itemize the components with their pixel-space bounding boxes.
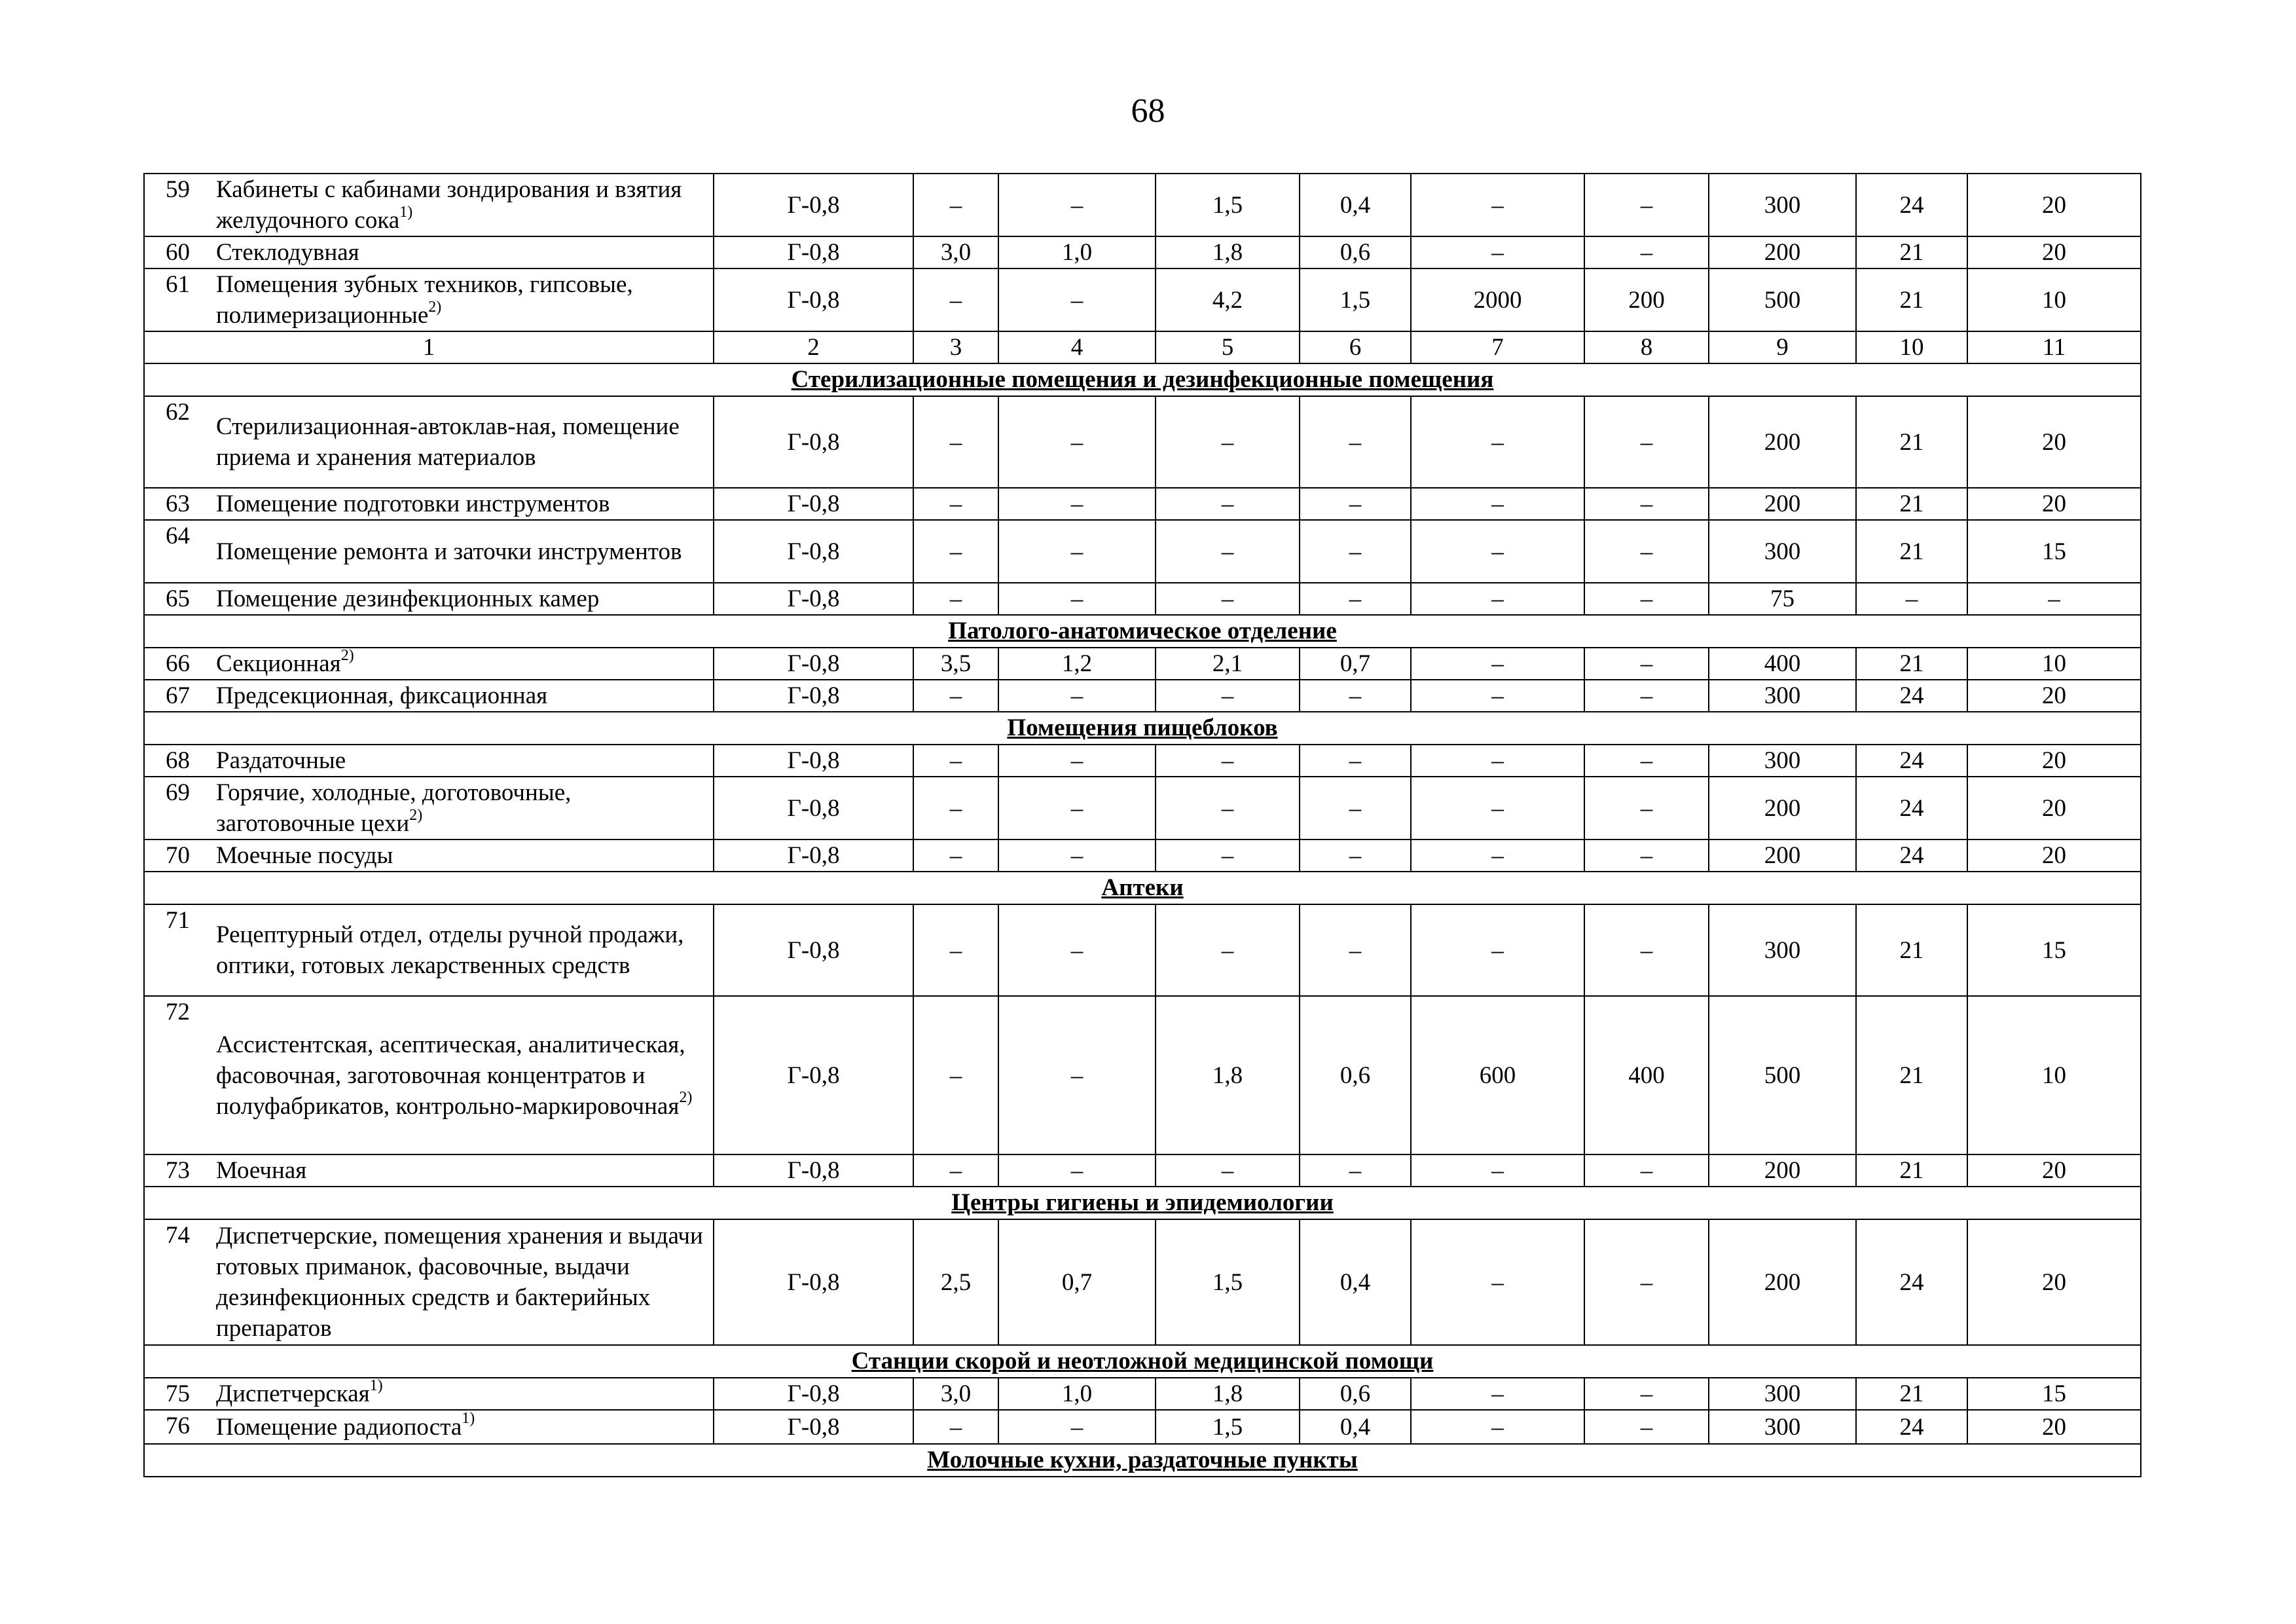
row-number: 60 bbox=[144, 236, 210, 268]
value-cell: Г-0,8 bbox=[714, 174, 913, 236]
value-cell: Г-0,8 bbox=[714, 680, 913, 712]
value-cell: – bbox=[998, 268, 1156, 331]
table-row bbox=[144, 680, 2141, 712]
value-cell: 300 bbox=[1709, 745, 1856, 777]
norms-table bbox=[143, 173, 2141, 1477]
room-name-text: Стеклодувная bbox=[216, 239, 359, 266]
value-cell: 1,5 bbox=[1156, 1219, 1300, 1345]
value-cell: – bbox=[913, 268, 998, 331]
value-cell: 300 bbox=[1709, 174, 1856, 236]
value-cell: – bbox=[1584, 583, 1709, 615]
value-cell: – bbox=[1156, 777, 1300, 840]
value-cell: Г-0,8 bbox=[714, 1219, 913, 1345]
value-cell: 75 bbox=[1709, 583, 1856, 615]
table-row bbox=[144, 488, 2141, 520]
room-name-text: Стерилизационная-автоклав-ная, помещение приема и хранения материалов bbox=[216, 413, 680, 471]
row-number: 70 bbox=[144, 840, 210, 872]
value-cell: 21 bbox=[1856, 996, 1967, 1154]
value-cell: 1,8 bbox=[1156, 1378, 1300, 1410]
value-cell: – bbox=[1411, 840, 1584, 872]
column-number: 2 bbox=[714, 331, 913, 363]
value-cell: – bbox=[1584, 648, 1709, 680]
value-cell: – bbox=[1584, 745, 1709, 777]
value-cell: – bbox=[1411, 745, 1584, 777]
value-cell: – bbox=[1411, 396, 1584, 488]
value-cell: – bbox=[913, 488, 998, 520]
value-cell: – bbox=[913, 583, 998, 615]
value-cell: – bbox=[913, 777, 998, 840]
room-name-text: Предсекционная, фиксационная bbox=[216, 682, 548, 709]
value-cell: – bbox=[1584, 1219, 1709, 1345]
table-row bbox=[144, 268, 2141, 331]
value-cell: 4,2 bbox=[1156, 268, 1300, 331]
row-number: 59 bbox=[144, 174, 210, 236]
room-name-text: Ассистентская, асептическая, аналитическая, фасовочная, заготовочная концентратов и полуфабрикатов, контрольно-маркировочная bbox=[216, 1031, 685, 1120]
value-cell: – bbox=[998, 680, 1156, 712]
value-cell: 24 bbox=[1856, 1219, 1967, 1345]
column-number: 1 bbox=[144, 331, 714, 363]
value-cell: 3,0 bbox=[913, 1378, 998, 1410]
value-cell: – bbox=[1584, 396, 1709, 488]
value-cell: Г-0,8 bbox=[714, 1378, 913, 1410]
row-number: 73 bbox=[144, 1154, 210, 1187]
section-heading: Аптеки bbox=[144, 872, 2141, 904]
section-heading-row bbox=[144, 1345, 2141, 1378]
value-cell: – bbox=[998, 488, 1156, 520]
value-cell: 200 bbox=[1709, 1219, 1856, 1345]
value-cell: Г-0,8 bbox=[714, 583, 913, 615]
value-cell: Г-0,8 bbox=[714, 488, 913, 520]
value-cell: – bbox=[1411, 1378, 1584, 1410]
table-row bbox=[144, 583, 2141, 615]
value-cell: 300 bbox=[1709, 680, 1856, 712]
value-cell: – bbox=[1300, 777, 1411, 840]
value-cell: 300 bbox=[1709, 1410, 1856, 1444]
table-row bbox=[144, 777, 2141, 840]
value-cell: – bbox=[913, 745, 998, 777]
room-name bbox=[210, 996, 714, 1154]
table-row bbox=[144, 745, 2141, 777]
value-cell: – bbox=[913, 1410, 998, 1444]
value-cell: – bbox=[998, 520, 1156, 583]
value-cell: – bbox=[1300, 520, 1411, 583]
footnote-mark: 1) bbox=[462, 1410, 475, 1428]
value-cell: – bbox=[1156, 1154, 1300, 1187]
value-cell: 24 bbox=[1856, 174, 1967, 236]
value-cell: 24 bbox=[1856, 680, 1967, 712]
value-cell: 24 bbox=[1856, 777, 1967, 840]
value-cell: 0,6 bbox=[1300, 236, 1411, 268]
value-cell: 21 bbox=[1856, 268, 1967, 331]
room-name bbox=[210, 236, 714, 268]
value-cell: – bbox=[998, 1154, 1156, 1187]
value-cell: 200 bbox=[1709, 1154, 1856, 1187]
value-cell: 20 bbox=[1967, 1154, 2141, 1187]
value-cell: – bbox=[1411, 1154, 1584, 1187]
value-cell: 21 bbox=[1856, 520, 1967, 583]
value-cell: – bbox=[1300, 745, 1411, 777]
value-cell: 200 bbox=[1709, 777, 1856, 840]
value-cell: 1,8 bbox=[1156, 996, 1300, 1154]
value-cell: 21 bbox=[1856, 1154, 1967, 1187]
value-cell: – bbox=[1411, 777, 1584, 840]
value-cell: – bbox=[1156, 396, 1300, 488]
room-name-text: Диспетчерские, помещения хранения и выдачи готовых приманок, фасовочные, выдачи дезинфекционных средств и бактерийных препаратов bbox=[216, 1223, 703, 1342]
value-cell: – bbox=[1411, 648, 1584, 680]
value-cell: – bbox=[1156, 745, 1300, 777]
value-cell: – bbox=[1411, 236, 1584, 268]
value-cell: 2,5 bbox=[913, 1219, 998, 1345]
room-name-text: Помещение ремонта и заточки инструментов bbox=[216, 538, 682, 565]
table-row bbox=[144, 236, 2141, 268]
value-cell: – bbox=[1300, 396, 1411, 488]
row-number: 75 bbox=[144, 1378, 210, 1410]
room-name-text: Раздаточные bbox=[216, 747, 346, 774]
value-cell: Г-0,8 bbox=[714, 996, 913, 1154]
value-cell: – bbox=[913, 680, 998, 712]
value-cell: 500 bbox=[1709, 996, 1856, 1154]
section-heading-row bbox=[144, 363, 2141, 396]
value-cell: – bbox=[1584, 1154, 1709, 1187]
value-cell: – bbox=[1584, 1378, 1709, 1410]
row-number: 71 bbox=[144, 904, 210, 996]
footnote-mark: 2) bbox=[679, 1089, 693, 1107]
row-number: 66 bbox=[144, 648, 210, 680]
value-cell: – bbox=[1300, 680, 1411, 712]
section-heading-row bbox=[144, 1187, 2141, 1219]
value-cell: – bbox=[1411, 583, 1584, 615]
value-cell: 21 bbox=[1856, 904, 1967, 996]
value-cell: – bbox=[1584, 840, 1709, 872]
value-cell: 200 bbox=[1584, 268, 1709, 331]
column-number: 9 bbox=[1709, 331, 1856, 363]
value-cell: 20 bbox=[1967, 236, 2141, 268]
room-name-text: Горячие, холодные, доготовочные, заготовочные цехи bbox=[216, 779, 572, 837]
value-cell: 3,5 bbox=[913, 648, 998, 680]
value-cell: 21 bbox=[1856, 488, 1967, 520]
column-number: 4 bbox=[998, 331, 1156, 363]
section-heading-row bbox=[144, 872, 2141, 904]
value-cell: – bbox=[998, 840, 1156, 872]
column-number: 7 bbox=[1411, 331, 1584, 363]
value-cell: 21 bbox=[1856, 236, 1967, 268]
value-cell: – bbox=[1300, 904, 1411, 996]
section-heading: Центры гигиены и эпидемиологии bbox=[144, 1187, 2141, 1219]
section-heading-row bbox=[144, 712, 2141, 745]
value-cell: 1,8 bbox=[1156, 236, 1300, 268]
value-cell: – bbox=[1156, 520, 1300, 583]
value-cell: – bbox=[1584, 777, 1709, 840]
value-cell: – bbox=[1584, 236, 1709, 268]
value-cell: 2000 bbox=[1411, 268, 1584, 331]
value-cell: – bbox=[1411, 904, 1584, 996]
value-cell: 500 bbox=[1709, 268, 1856, 331]
row-number: 63 bbox=[144, 488, 210, 520]
value-cell: 400 bbox=[1709, 648, 1856, 680]
value-cell: Г-0,8 bbox=[714, 840, 913, 872]
column-number: 5 bbox=[1156, 331, 1300, 363]
column-number: 6 bbox=[1300, 331, 1411, 363]
value-cell: 20 bbox=[1967, 396, 2141, 488]
room-name bbox=[210, 1410, 714, 1444]
room-name-text: Диспетчерская bbox=[216, 1380, 370, 1407]
column-number-row bbox=[144, 331, 2141, 363]
value-cell: – bbox=[1967, 583, 2141, 615]
room-name bbox=[210, 648, 714, 680]
value-cell: 0,6 bbox=[1300, 1378, 1411, 1410]
value-cell: – bbox=[1156, 840, 1300, 872]
room-name bbox=[210, 488, 714, 520]
value-cell: – bbox=[913, 1154, 998, 1187]
room-name bbox=[210, 583, 714, 615]
value-cell: – bbox=[1300, 1154, 1411, 1187]
row-number: 69 bbox=[144, 777, 210, 840]
value-cell: – bbox=[998, 904, 1156, 996]
value-cell: 1,2 bbox=[998, 648, 1156, 680]
value-cell: 21 bbox=[1856, 396, 1967, 488]
value-cell: – bbox=[998, 583, 1156, 615]
value-cell: – bbox=[913, 996, 998, 1154]
table-row bbox=[144, 648, 2141, 680]
room-name-text: Помещение дезинфекционных камер bbox=[216, 585, 600, 612]
value-cell: – bbox=[1300, 583, 1411, 615]
value-cell: Г-0,8 bbox=[714, 236, 913, 268]
value-cell: – bbox=[998, 174, 1156, 236]
value-cell: 200 bbox=[1709, 236, 1856, 268]
value-cell: – bbox=[1411, 520, 1584, 583]
row-number: 67 bbox=[144, 680, 210, 712]
value-cell: 1,5 bbox=[1156, 1410, 1300, 1444]
value-cell: 20 bbox=[1967, 488, 2141, 520]
value-cell: 300 bbox=[1709, 1378, 1856, 1410]
value-cell: 2,1 bbox=[1156, 648, 1300, 680]
value-cell: 200 bbox=[1709, 396, 1856, 488]
footnote-mark: 1) bbox=[399, 203, 413, 221]
value-cell: 20 bbox=[1967, 840, 2141, 872]
footnote-mark: 2) bbox=[340, 648, 354, 664]
value-cell: 0,4 bbox=[1300, 1219, 1411, 1345]
value-cell: – bbox=[1584, 520, 1709, 583]
room-name bbox=[210, 268, 714, 331]
value-cell: 20 bbox=[1967, 680, 2141, 712]
value-cell: – bbox=[1411, 680, 1584, 712]
footnote-mark: 1) bbox=[369, 1378, 383, 1394]
room-name bbox=[210, 1154, 714, 1187]
value-cell: – bbox=[1300, 840, 1411, 872]
value-cell: – bbox=[1411, 488, 1584, 520]
table-row bbox=[144, 840, 2141, 872]
value-cell: – bbox=[1584, 1410, 1709, 1444]
room-name-text: Кабинеты с кабинами зондирования и взятия желудочного сока bbox=[216, 176, 682, 234]
value-cell: Г-0,8 bbox=[714, 777, 913, 840]
section-heading: Молочные кухни, раздаточные пункты bbox=[144, 1444, 2141, 1477]
value-cell: 300 bbox=[1709, 904, 1856, 996]
room-name bbox=[210, 745, 714, 777]
room-name bbox=[210, 680, 714, 712]
section-heading-row bbox=[144, 1444, 2141, 1477]
section-heading: Патолого-анатомическое отделение bbox=[144, 615, 2141, 648]
value-cell: 24 bbox=[1856, 745, 1967, 777]
row-number: 74 bbox=[144, 1219, 210, 1345]
table-row bbox=[144, 904, 2141, 996]
value-cell: Г-0,8 bbox=[714, 904, 913, 996]
value-cell: 200 bbox=[1709, 840, 1856, 872]
value-cell: – bbox=[998, 745, 1156, 777]
room-name bbox=[210, 904, 714, 996]
value-cell: 10 bbox=[1967, 996, 2141, 1154]
row-number: 65 bbox=[144, 583, 210, 615]
table-row bbox=[144, 520, 2141, 583]
room-name bbox=[210, 396, 714, 488]
section-heading: Станции скорой и неотложной медицинской помощи bbox=[144, 1345, 2141, 1378]
value-cell: 600 bbox=[1411, 996, 1584, 1154]
value-cell: 3,0 bbox=[913, 236, 998, 268]
column-number: 8 bbox=[1584, 331, 1709, 363]
value-cell: 0,7 bbox=[1300, 648, 1411, 680]
value-cell: – bbox=[1300, 488, 1411, 520]
room-name-text: Помещение радиопоста bbox=[216, 1413, 462, 1441]
table-row bbox=[144, 1410, 2141, 1444]
room-name bbox=[210, 1378, 714, 1410]
value-cell: 15 bbox=[1967, 1378, 2141, 1410]
value-cell: – bbox=[1156, 583, 1300, 615]
table-row bbox=[144, 996, 2141, 1154]
value-cell: – bbox=[1584, 680, 1709, 712]
value-cell: – bbox=[913, 174, 998, 236]
table-row bbox=[144, 396, 2141, 488]
footnote-mark: 2) bbox=[409, 806, 423, 824]
value-cell: – bbox=[998, 996, 1156, 1154]
column-number: 3 bbox=[913, 331, 998, 363]
room-name bbox=[210, 520, 714, 583]
value-cell: 24 bbox=[1856, 840, 1967, 872]
value-cell: 20 bbox=[1967, 777, 2141, 840]
value-cell: 20 bbox=[1967, 1410, 2141, 1444]
footnote-mark: 2) bbox=[428, 298, 442, 316]
value-cell: 0,4 bbox=[1300, 1410, 1411, 1444]
value-cell: 300 bbox=[1709, 520, 1856, 583]
room-name bbox=[210, 840, 714, 872]
value-cell: – bbox=[913, 520, 998, 583]
value-cell: – bbox=[1411, 1410, 1584, 1444]
value-cell: – bbox=[1156, 904, 1300, 996]
value-cell: – bbox=[913, 904, 998, 996]
value-cell: 20 bbox=[1967, 745, 2141, 777]
room-name-text: Моечные посуды bbox=[216, 842, 393, 869]
row-number: 76 bbox=[144, 1410, 210, 1444]
value-cell: 1,0 bbox=[998, 236, 1156, 268]
value-cell: – bbox=[1584, 174, 1709, 236]
value-cell: 1,5 bbox=[1300, 268, 1411, 331]
value-cell: 400 bbox=[1584, 996, 1709, 1154]
value-cell: 15 bbox=[1967, 904, 2141, 996]
section-heading-row bbox=[144, 615, 2141, 648]
value-cell: 0,7 bbox=[998, 1219, 1156, 1345]
value-cell: Г-0,8 bbox=[714, 396, 913, 488]
value-cell: – bbox=[998, 777, 1156, 840]
value-cell: 20 bbox=[1967, 174, 2141, 236]
value-cell: – bbox=[913, 396, 998, 488]
value-cell: 10 bbox=[1967, 648, 2141, 680]
row-number: 62 bbox=[144, 396, 210, 488]
table-row bbox=[144, 174, 2141, 236]
row-number: 64 bbox=[144, 520, 210, 583]
value-cell: 1,0 bbox=[998, 1378, 1156, 1410]
room-name-text: Секционная bbox=[216, 650, 341, 677]
value-cell: 15 bbox=[1967, 520, 2141, 583]
value-cell: 10 bbox=[1967, 268, 2141, 331]
value-cell: – bbox=[1411, 174, 1584, 236]
section-heading: Помещения пищеблоков bbox=[144, 712, 2141, 745]
table-row bbox=[144, 1378, 2141, 1410]
room-name bbox=[210, 777, 714, 840]
value-cell: – bbox=[1156, 680, 1300, 712]
room-name-text: Моечная bbox=[216, 1157, 307, 1184]
value-cell: – bbox=[1584, 488, 1709, 520]
room-name bbox=[210, 1219, 714, 1345]
row-number: 72 bbox=[144, 996, 210, 1154]
room-name-text: Рецептурный отдел, отделы ручной продажи, оптики, готовых лекарственных средств bbox=[216, 921, 684, 979]
value-cell: Г-0,8 bbox=[714, 520, 913, 583]
value-cell: 0,6 bbox=[1300, 996, 1411, 1154]
value-cell: Г-0,8 bbox=[714, 648, 913, 680]
room-name-text: Помещения зубных техников, гипсовые, полимеризационные bbox=[216, 271, 633, 329]
value-cell: 0,4 bbox=[1300, 174, 1411, 236]
table-row bbox=[144, 1154, 2141, 1187]
section-heading: Стерилизационные помещения и дезинфекционные помещения bbox=[144, 363, 2141, 396]
room-name bbox=[210, 174, 714, 236]
column-number: 11 bbox=[1967, 331, 2141, 363]
value-cell: – bbox=[998, 1410, 1156, 1444]
row-number: 61 bbox=[144, 268, 210, 331]
value-cell: Г-0,8 bbox=[714, 745, 913, 777]
page-number: 68 bbox=[1131, 92, 1165, 130]
value-cell: 21 bbox=[1856, 1378, 1967, 1410]
value-cell: 24 bbox=[1856, 1410, 1967, 1444]
value-cell: – bbox=[913, 840, 998, 872]
value-cell: – bbox=[1584, 904, 1709, 996]
column-number: 10 bbox=[1856, 331, 1967, 363]
value-cell: Г-0,8 bbox=[714, 1410, 913, 1444]
value-cell: – bbox=[1411, 1219, 1584, 1345]
value-cell: – bbox=[1856, 583, 1967, 615]
value-cell: 21 bbox=[1856, 648, 1967, 680]
value-cell: Г-0,8 bbox=[714, 268, 913, 331]
row-number: 68 bbox=[144, 745, 210, 777]
value-cell: 200 bbox=[1709, 488, 1856, 520]
value-cell: – bbox=[998, 396, 1156, 488]
table-row bbox=[144, 1219, 2141, 1345]
room-name-text: Помещение подготовки инструментов bbox=[216, 490, 610, 517]
value-cell: 1,5 bbox=[1156, 174, 1300, 236]
value-cell: – bbox=[1156, 488, 1300, 520]
value-cell: 20 bbox=[1967, 1219, 2141, 1345]
value-cell: Г-0,8 bbox=[714, 1154, 913, 1187]
